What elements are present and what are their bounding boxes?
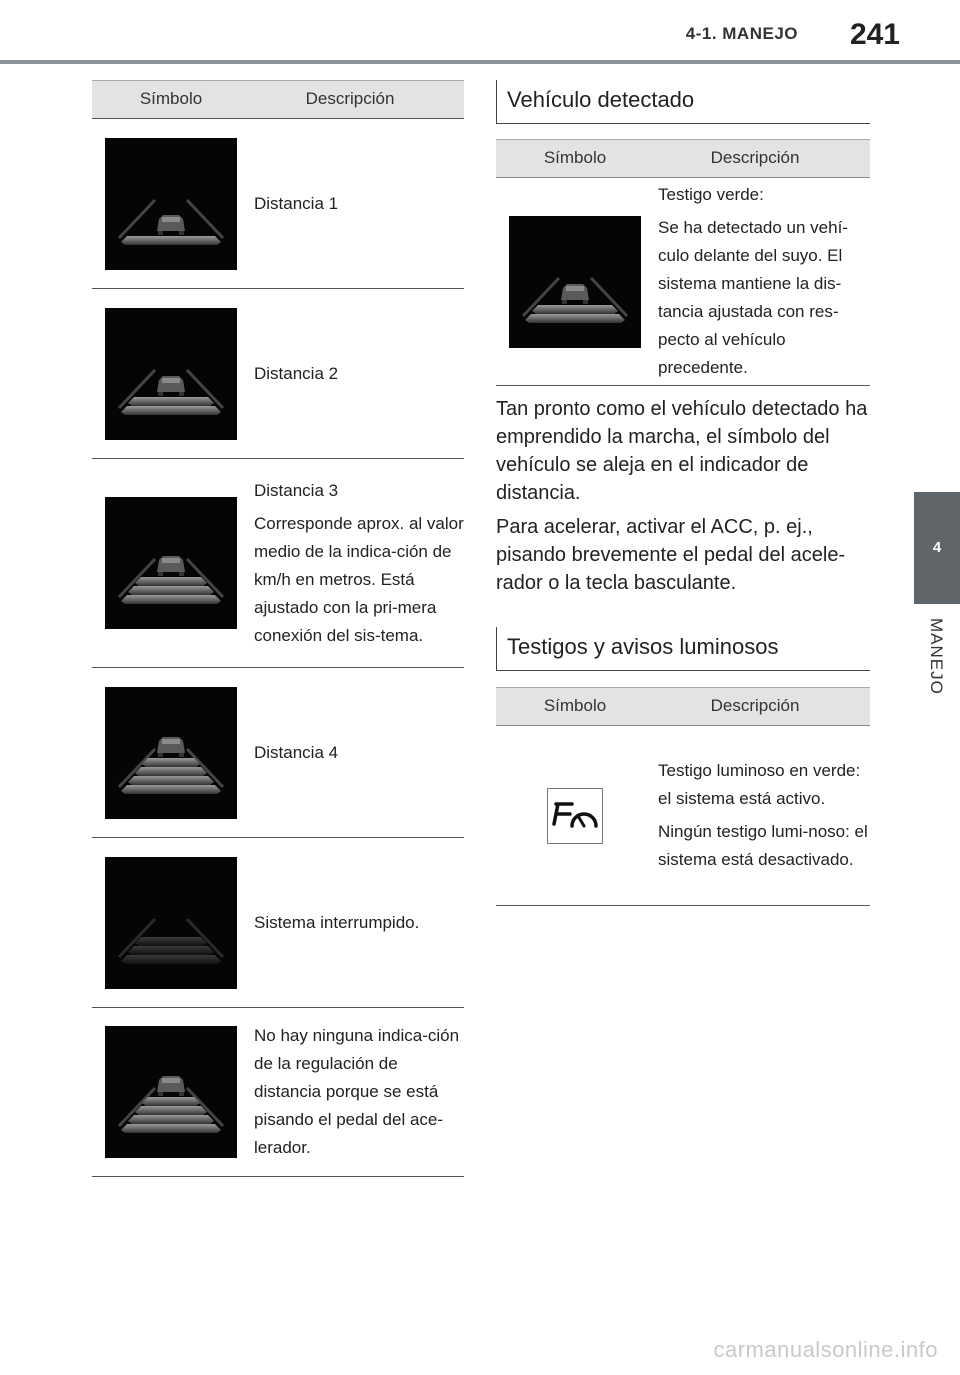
table-row — [92, 837, 464, 1007]
system-interrupted-icon — [105, 857, 237, 989]
warning-lights-table — [496, 687, 870, 906]
acc-indicator-icon — [547, 788, 603, 844]
row-description: Distancia 4 — [254, 742, 339, 762]
col-description: Descripción — [305, 89, 395, 108]
chapter-tab: 4 — [914, 492, 960, 604]
distance-3-icon — [105, 497, 237, 629]
chapter-label: MANEJO — [927, 618, 946, 695]
row-description: Se ha detectado un vehí-culo delante del suyo. El sistema mantiene la dis-tancia ajustada con res-pecto al vehículo precedente. — [658, 218, 848, 377]
table-bottom-rule — [92, 1176, 464, 1177]
section-title: 4-1. MANEJO — [685, 24, 798, 43]
table-row — [92, 288, 464, 458]
table-header — [496, 139, 870, 177]
row-description: Sistema interrumpido. — [254, 912, 420, 932]
body-text — [496, 395, 870, 597]
section-heading-vehicle-detected: Vehículo detectado — [496, 80, 870, 124]
distance-symbol-table — [92, 80, 464, 1177]
paragraph: Para acelerar, activar el ACC, p. ej., pisando brevemente el pedal del acele-rador o la tecla basculante. — [496, 516, 846, 594]
row-description: Testigo luminoso en verde: el sistema está activo. — [658, 761, 861, 808]
col-symbol: Símbolo — [543, 696, 607, 715]
paragraph: Tan pronto como el vehículo detectado ha emprendido la marcha, el símbolo del vehículo se aleja en el indicador de distancia. — [496, 398, 868, 504]
row-description: Distancia 1 — [254, 193, 339, 213]
row-description: Distancia 2 — [254, 363, 339, 383]
section-heading-warning-lights: Testigos y avisos luminosos — [496, 627, 870, 671]
watermark: carmanualsonline.info — [713, 1337, 938, 1362]
col-description: Descripción — [710, 148, 800, 167]
table-row — [92, 667, 464, 837]
table-bottom-rule — [496, 905, 870, 906]
table-row — [496, 177, 870, 385]
vehicle-detected-icon — [509, 216, 641, 348]
page-number: 241 — [849, 18, 900, 51]
col-symbol: Símbolo — [139, 89, 203, 108]
page-header — [0, 0, 960, 64]
table-row — [92, 118, 464, 288]
row-description-title: Testigo verde: — [658, 185, 764, 204]
row-description-title: Distancia 3 — [254, 480, 339, 500]
table-row — [92, 1007, 464, 1176]
distance-2-icon — [105, 308, 237, 440]
table-row — [92, 458, 464, 667]
row-description: No hay ninguna indica-ción de la regulación de distancia porque se está pisando el pedal del ace-lerador. — [254, 1026, 460, 1157]
accelerator-override-icon — [105, 1026, 237, 1158]
table-row — [496, 725, 870, 905]
table-header — [92, 80, 464, 118]
header-rule — [0, 60, 960, 64]
col-symbol: Símbolo — [543, 148, 607, 167]
distance-4-icon — [105, 687, 237, 819]
table-header — [496, 687, 870, 725]
vehicle-detected-table — [496, 139, 870, 386]
row-description: Corresponde aprox. al valor medio de la indica-ción de km/h en metros. Está ajustado con la pri-mera conexión del sis-tema. — [254, 513, 464, 645]
col-description: Descripción — [710, 696, 800, 715]
distance-1-icon — [105, 138, 237, 270]
row-description: Ningún testigo lumi-noso: el sistema está desactivado. — [658, 822, 868, 869]
